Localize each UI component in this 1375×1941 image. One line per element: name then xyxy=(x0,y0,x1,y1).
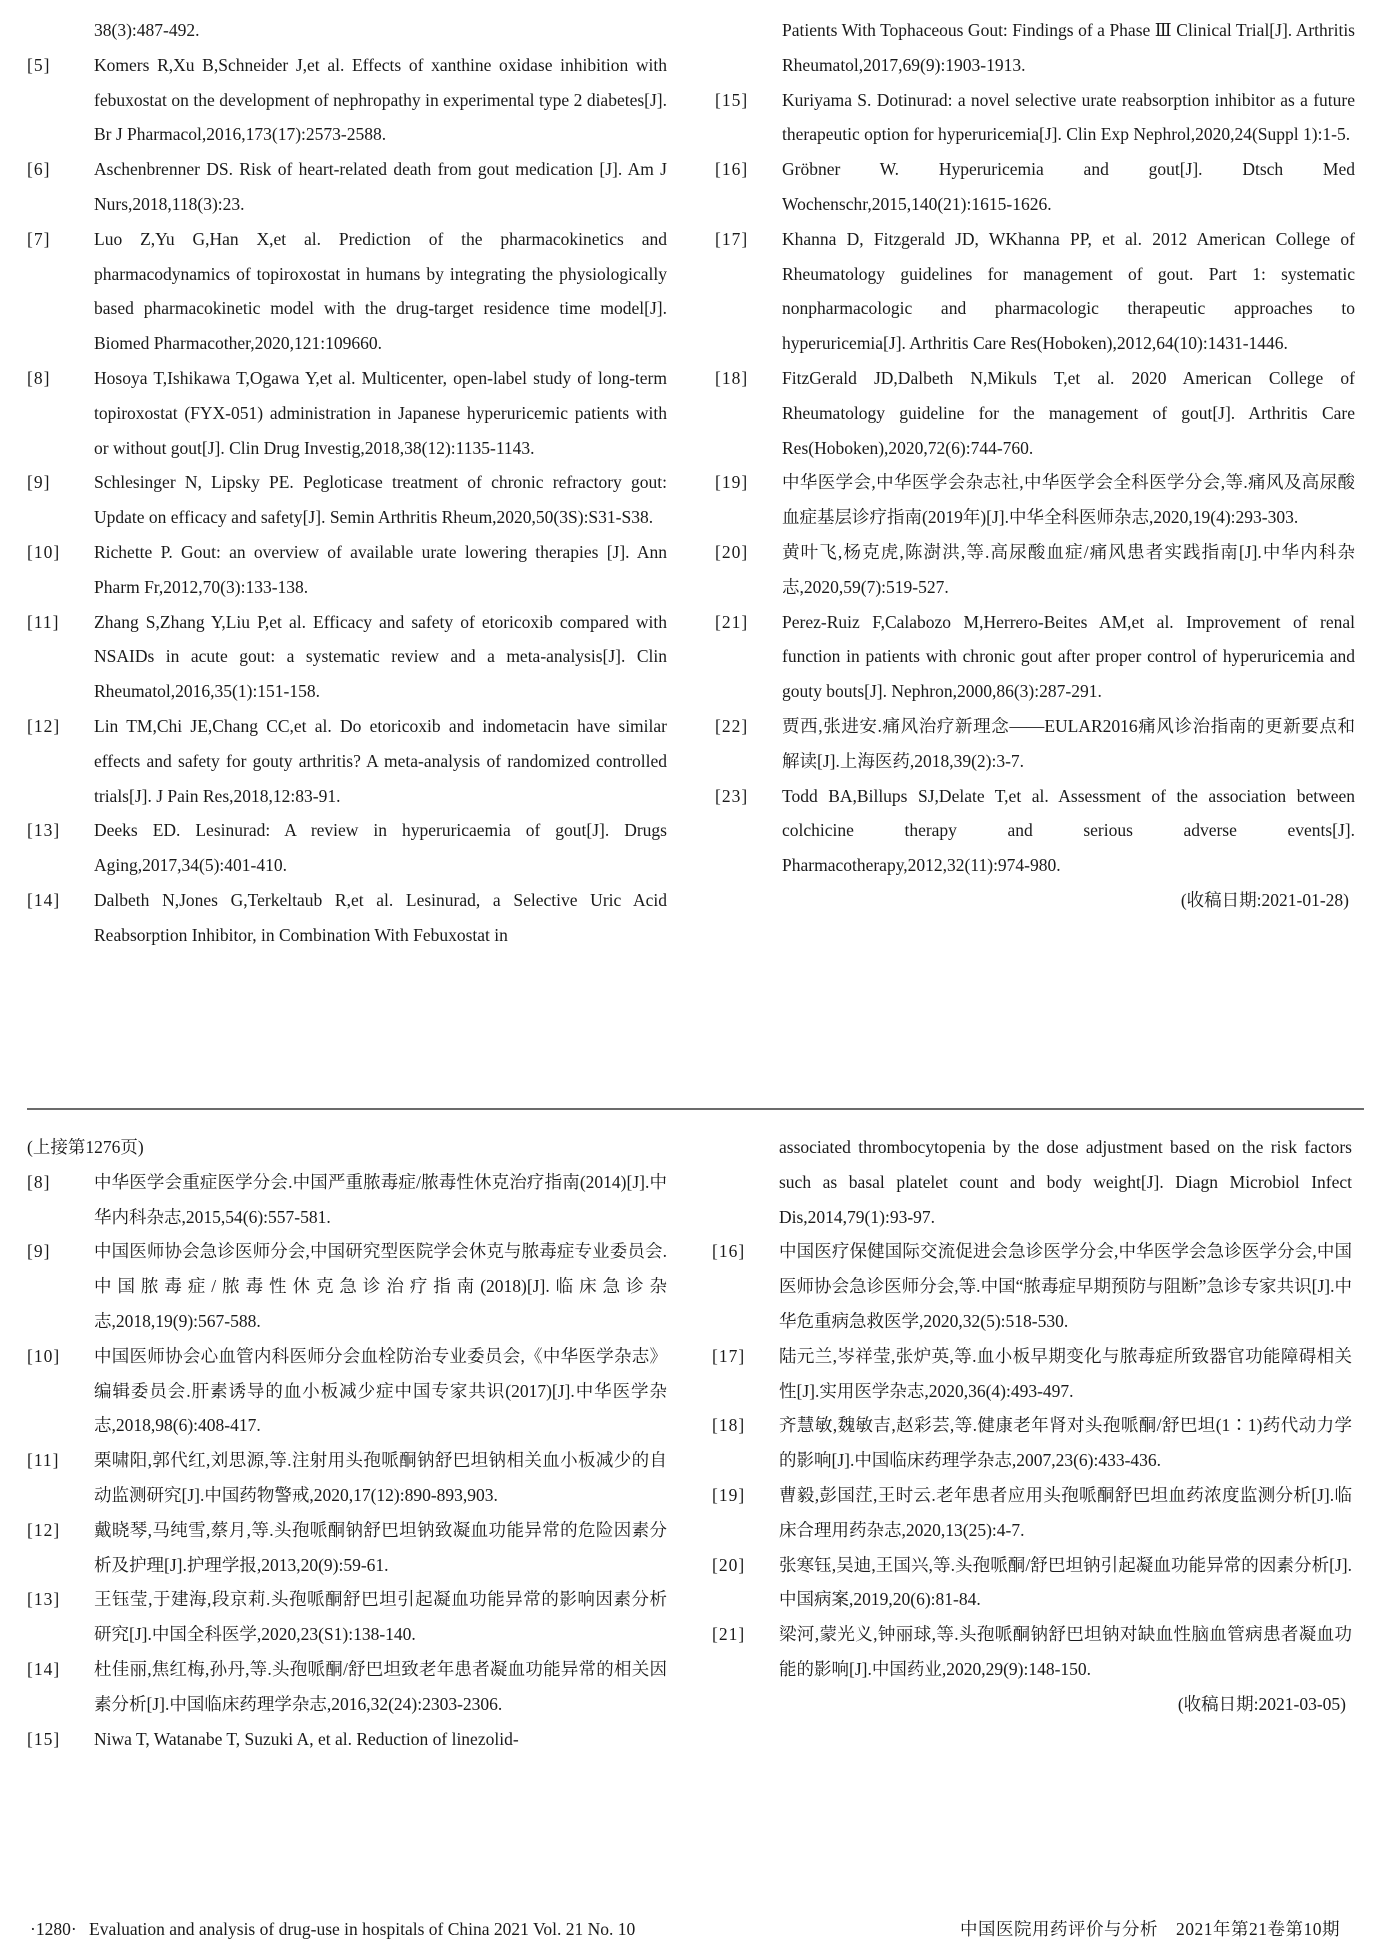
reference-text: 中华医学会重症医学分会.中国严重脓毒症/脓毒性休克治疗指南(2014)[J].中华内科杂志,2015,54(6):557-581. xyxy=(94,1171,667,1227)
reference-item xyxy=(712,1617,1352,1687)
continued-from-note: (上接第1276页) xyxy=(27,1137,144,1157)
issue-info: 2021年第21卷第10期 xyxy=(1176,1919,1340,1939)
reference-item xyxy=(27,222,667,361)
reference-number: [16] xyxy=(712,1241,746,1262)
page-number: ·1280· xyxy=(30,1919,77,1939)
reference-item xyxy=(27,1234,667,1338)
reference-item xyxy=(27,1722,667,1757)
reference-text: 齐慧敏,魏敏吉,赵彩芸,等.健康老年肾对头孢哌酮/舒巴坦(1∶1)药代动力学的影响[J].中国临床药理学杂志,2007,23(6):433-436. xyxy=(779,1415,1352,1471)
reference-number: [19] xyxy=(715,472,749,493)
reference-number: [17] xyxy=(715,228,749,249)
reference-item xyxy=(27,1652,667,1722)
reference-text: FitzGerald JD,Dalbeth N,Mikuls T,et al. 2020 American College of Rheumatology guideline for the management of gout[J]. Arthritis Care Res(Hoboken),2020,72(6):744-760. xyxy=(782,367,1355,458)
received-date: (收稿日期:2021-01-28) xyxy=(1180,889,1349,910)
reference-text: 贾西,张进安.痛风治疗新理念——EULAR2016痛风诊治指南的更新要点和解读[J].上海医药,2018,39(2):3-7. xyxy=(782,715,1355,771)
reference-item xyxy=(27,1165,667,1235)
reference-text: Niwa T, Watanabe T, Suzuki A, et al. Reduction of linezolid- xyxy=(94,1728,519,1749)
reference-number: [20] xyxy=(712,1554,746,1575)
reference-number: [7] xyxy=(27,228,51,249)
reference-item xyxy=(27,535,667,605)
reference-item xyxy=(712,1478,1352,1548)
reference-number: [22] xyxy=(715,715,749,736)
reference-text: Todd BA,Billups SJ,Delate T,et al. Assessment of the association between colchicine therapy and serious adverse events[J]. Pharmacotherapy,2012,32(11):974-980. xyxy=(782,785,1355,876)
reference-item xyxy=(715,605,1355,709)
reference-item xyxy=(27,48,667,152)
continuation-line: Patients With Tophaceous Gout: Findings of a Phase Ⅲ Clinical Trial[J]. Arthritis Rheumatol,2017,69(9):1903-1913. xyxy=(782,20,1355,75)
reference-number: [14] xyxy=(27,889,61,910)
reference-item xyxy=(715,83,1355,153)
received-date: (收稿日期:2021-03-05) xyxy=(1177,1693,1346,1714)
reference-text: 戴晓琴,马纯雪,蔡月,等.头孢哌酮钠舒巴坦钠致凝血功能异常的危险因素分析及护理[J].护理学报,2013,20(9):59-61. xyxy=(94,1519,667,1575)
continuation-line: associated thrombocytopenia by the dose adjustment based on the risk factors such as basal platelet count and body weight[J]. Diagn Microbiol Infect Dis,2014,79(1):93-97. xyxy=(779,1137,1352,1227)
reference-item xyxy=(715,779,1355,883)
reference-text: Zhang S,Zhang Y,Liu P,et al. Efficacy and safety of etoricoxib compared with NSAIDs in acute gout: a systematic review and a meta-analysis[J]. Clin Rheumatol,2016,35(1):151-158. xyxy=(94,611,667,702)
reference-item xyxy=(27,883,667,953)
reference-text: Schlesinger N, Lipsky PE. Pegloticase treatment of chronic refractory gout: Update on efficacy and safety[J]. Semin Arthritis Rheum,2020,50(3S):S31-S38. xyxy=(94,472,667,528)
reference-list xyxy=(712,1234,1352,1686)
reference-list xyxy=(27,1165,667,1757)
reference-text: Kuriyama S. Dotinurad: a novel selective urate reabsorption inhibitor as a future therapeutic option for hyperuricemia[J]. Clin Exp Nephrol,2020,24(Suppl 1):1-5. xyxy=(782,89,1355,145)
reference-text: Dalbeth N,Jones G,Terkeltaub R,et al. Lesinurad, a Selective Uric Acid Reabsorption Inhibitor, in Combination With Febuxostat in xyxy=(94,889,667,945)
reference-item xyxy=(27,709,667,813)
reference-item xyxy=(715,465,1355,535)
reference-item xyxy=(715,709,1355,779)
reference-text: Komers R,Xu B,Schneider J,et al. Effects of xanthine oxidase inhibition with febuxostat on the development of nephropathy in experimental type 2 diabetes[J]. Br J Pharmacol,2016,173(17):2573-2588. xyxy=(94,54,667,145)
reference-number: [8] xyxy=(27,367,51,388)
reference-item xyxy=(27,1443,667,1513)
reference-text: Richette P. Gout: an overview of available urate lowering therapies [J]. Ann Pharm Fr,2012,70(3):133-138. xyxy=(94,541,667,597)
reference-number: [21] xyxy=(715,611,749,632)
reference-item xyxy=(27,605,667,709)
reference-number: [8] xyxy=(27,1171,51,1192)
reference-item xyxy=(27,813,667,883)
reference-item xyxy=(27,361,667,465)
reference-number: [6] xyxy=(27,159,51,180)
reference-text: 曹毅,彭国茳,王时云.老年患者应用头孢哌酮舒巴坦血药浓度监测分析[J].临床合理用药杂志,2020,13(25):4-7. xyxy=(779,1484,1352,1540)
page-footer xyxy=(30,1917,1340,1941)
reference-text: 中国医疗保健国际交流促进会急诊医学分会,中华医学会急诊医学分会,中国医师协会急诊医师分会,等.中国“脓毒症早期预防与阻断”急诊专家共识[J].中华危重病急救医学,2020,32(5):518-530. xyxy=(779,1241,1352,1331)
reference-text: Deeks ED. Lesinurad: A review in hyperuricaemia of gout[J]. Drugs Aging,2017,34(5):401-410. xyxy=(94,820,667,876)
reference-number: [11] xyxy=(27,611,60,632)
bottom-left-column xyxy=(27,1130,667,1756)
reference-item xyxy=(715,222,1355,361)
reference-item xyxy=(27,1339,667,1443)
reference-text: 黄叶飞,杨克虎,陈澍洪,等.高尿酸血症/痛风患者实践指南[J].中华内科杂志,2020,59(7):519-527. xyxy=(782,541,1355,597)
reference-item xyxy=(715,535,1355,605)
reference-text: 张寒钰,吴迪,王国兴,等.头孢哌酮/舒巴坦钠引起凝血功能异常的因素分析[J].中国病案,2019,20(6):81-84. xyxy=(779,1554,1352,1610)
journal-title-en: Evaluation and analysis of drug-use in hospitals of China 2021 Vol. 21 No. 10 xyxy=(89,1919,636,1939)
reference-list xyxy=(27,48,667,953)
reference-number: [17] xyxy=(712,1345,746,1366)
reference-item xyxy=(27,465,667,535)
reference-item xyxy=(27,1582,667,1652)
reference-number: [18] xyxy=(712,1415,746,1436)
reference-text: Hosoya T,Ishikawa T,Ogawa Y,et al. Multicenter, open-label study of long-term topiroxostat (FYX-051) administration in Japanese hyperuricemic patients with or without gout[J]. Clin Drug Investig,2018,38(12):1135-1143. xyxy=(94,367,667,458)
reference-number: [21] xyxy=(712,1624,746,1645)
reference-text: Perez-Ruiz F,Calabozo M,Herrero-Beites AM,et al. Improvement of renal function in patients with chronic gout after proper control of hyperuricemia and gouty bouts[J]. Nephron,2000,86(3):287-291. xyxy=(782,611,1355,702)
reference-item xyxy=(712,1234,1352,1338)
reference-number: [15] xyxy=(715,89,749,110)
reference-number: [18] xyxy=(715,367,749,388)
continuation-line: 38(3):487-492. xyxy=(94,20,200,40)
reference-number: [10] xyxy=(27,1345,61,1366)
reference-number: [5] xyxy=(27,54,51,75)
reference-text: 陆元兰,岑祥莹,张炉英,等.血小板早期变化与脓毒症所致器官功能障碍相关性[J].实用医学杂志,2020,36(4):493-497. xyxy=(779,1345,1352,1401)
reference-number: [12] xyxy=(27,715,61,736)
reference-item xyxy=(715,152,1355,222)
reference-text: Khanna D, Fitzgerald JD, WKhanna PP, et al. 2012 American College of Rheumatology guidelines for management of gout. Part 1: systematic nonpharmacologic and pharmacologic therapeutic approaches to hyperuricemia[J]. Arthritis Care Res(Hoboken),2012,64(10):1431-1446. xyxy=(782,228,1355,354)
reference-text: Gröbner W. Hyperuricemia and gout[J]. Dtsch Med Wochenschr,2015,140(21):1615-1626. xyxy=(782,159,1355,214)
reference-number: [10] xyxy=(27,541,61,562)
reference-number: [15] xyxy=(27,1728,61,1749)
reference-text: 中华医学会,中华医学会杂志社,中华医学会全科医学分会,等.痛风及高尿酸血症基层诊疗指南(2019年)[J].中华全科医师杂志,2020,19(4):293-303. xyxy=(782,472,1355,528)
reference-text: 中国医师协会急诊医师分会,中国研究型医院学会休克与脓毒症专业委员会.中国脓毒症/脓毒性休克急诊治疗指南(2018)[J].临床急诊杂志,2018,19(9):567-588. xyxy=(94,1241,667,1331)
reference-text: 栗啸阳,郭代红,刘思源,等.注射用头孢哌酮钠舒巴坦钠相关血小板减少的自动监测研究[J].中国药物警戒,2020,17(12):890-893,903. xyxy=(94,1450,667,1505)
top-left-column xyxy=(27,13,667,953)
reference-item xyxy=(27,1513,667,1583)
footer-left xyxy=(30,1917,635,1941)
reference-number: [9] xyxy=(27,472,51,493)
reference-item xyxy=(715,361,1355,465)
reference-number: [9] xyxy=(27,1241,51,1262)
reference-item xyxy=(27,152,667,222)
reference-number: [11] xyxy=(27,1450,60,1471)
top-right-column xyxy=(715,13,1355,918)
reference-item xyxy=(712,1548,1352,1618)
reference-text: 中国医师协会心血管内科医师分会血栓防治专业委员会,《中华医学杂志》编辑委员会.肝素诱导的血小板减少症中国专家共识(2017)[J].中华医学杂志,2018,98(6):408-417. xyxy=(94,1345,667,1436)
reference-text: Aschenbrenner DS. Risk of heart-related death from gout medication [J]. Am J Nurs,2018,118(3):23. xyxy=(94,159,667,214)
reference-item xyxy=(712,1339,1352,1409)
journal-title-cn: 中国医院用药评价与分析 xyxy=(960,1919,1158,1939)
reference-text: 王钰莹,于建海,段京莉.头孢哌酮舒巴坦引起凝血功能异常的影响因素分析研究[J].中国全科医学,2020,23(S1):138-140. xyxy=(94,1589,667,1645)
bottom-right-column xyxy=(712,1130,1352,1722)
reference-number: [13] xyxy=(27,1589,61,1610)
reference-number: [13] xyxy=(27,820,61,841)
reference-text: 梁河,蒙光义,钟丽球,等.头孢哌酮钠舒巴坦钠对缺血性脑血管病患者凝血功能的影响[J].中国药业,2020,29(9):148-150. xyxy=(779,1624,1352,1679)
reference-number: [20] xyxy=(715,541,749,562)
reference-item xyxy=(712,1408,1352,1478)
reference-text: 杜佳丽,焦红梅,孙丹,等.头孢哌酮/舒巴坦致老年患者凝血功能异常的相关因素分析[J].中国临床药理学杂志,2016,32(24):2303-2306. xyxy=(94,1658,667,1714)
reference-text: Lin TM,Chi JE,Chang CC,et al. Do etoricoxib and indometacin have similar effects and safety for gouty arthritis? A meta-analysis of randomized controlled trials[J]. J Pain Res,2018,12:83-91. xyxy=(94,715,667,806)
reference-number: [16] xyxy=(715,159,749,180)
footer-right xyxy=(960,1917,1340,1941)
reference-number: [23] xyxy=(715,785,749,806)
section-divider xyxy=(27,1108,1364,1110)
reference-list xyxy=(715,83,1355,883)
reference-text: Luo Z,Yu G,Han X,et al. Prediction of the pharmacokinetics and pharmacodynamics of topiroxostat in humans by integrating the physiologically based pharmacokinetic model with the drug-target residence time model[J]. Biomed Pharmacother,2020,121:109660. xyxy=(94,228,667,354)
reference-number: [19] xyxy=(712,1484,746,1505)
reference-number: [12] xyxy=(27,1519,61,1540)
reference-number: [14] xyxy=(27,1658,61,1679)
